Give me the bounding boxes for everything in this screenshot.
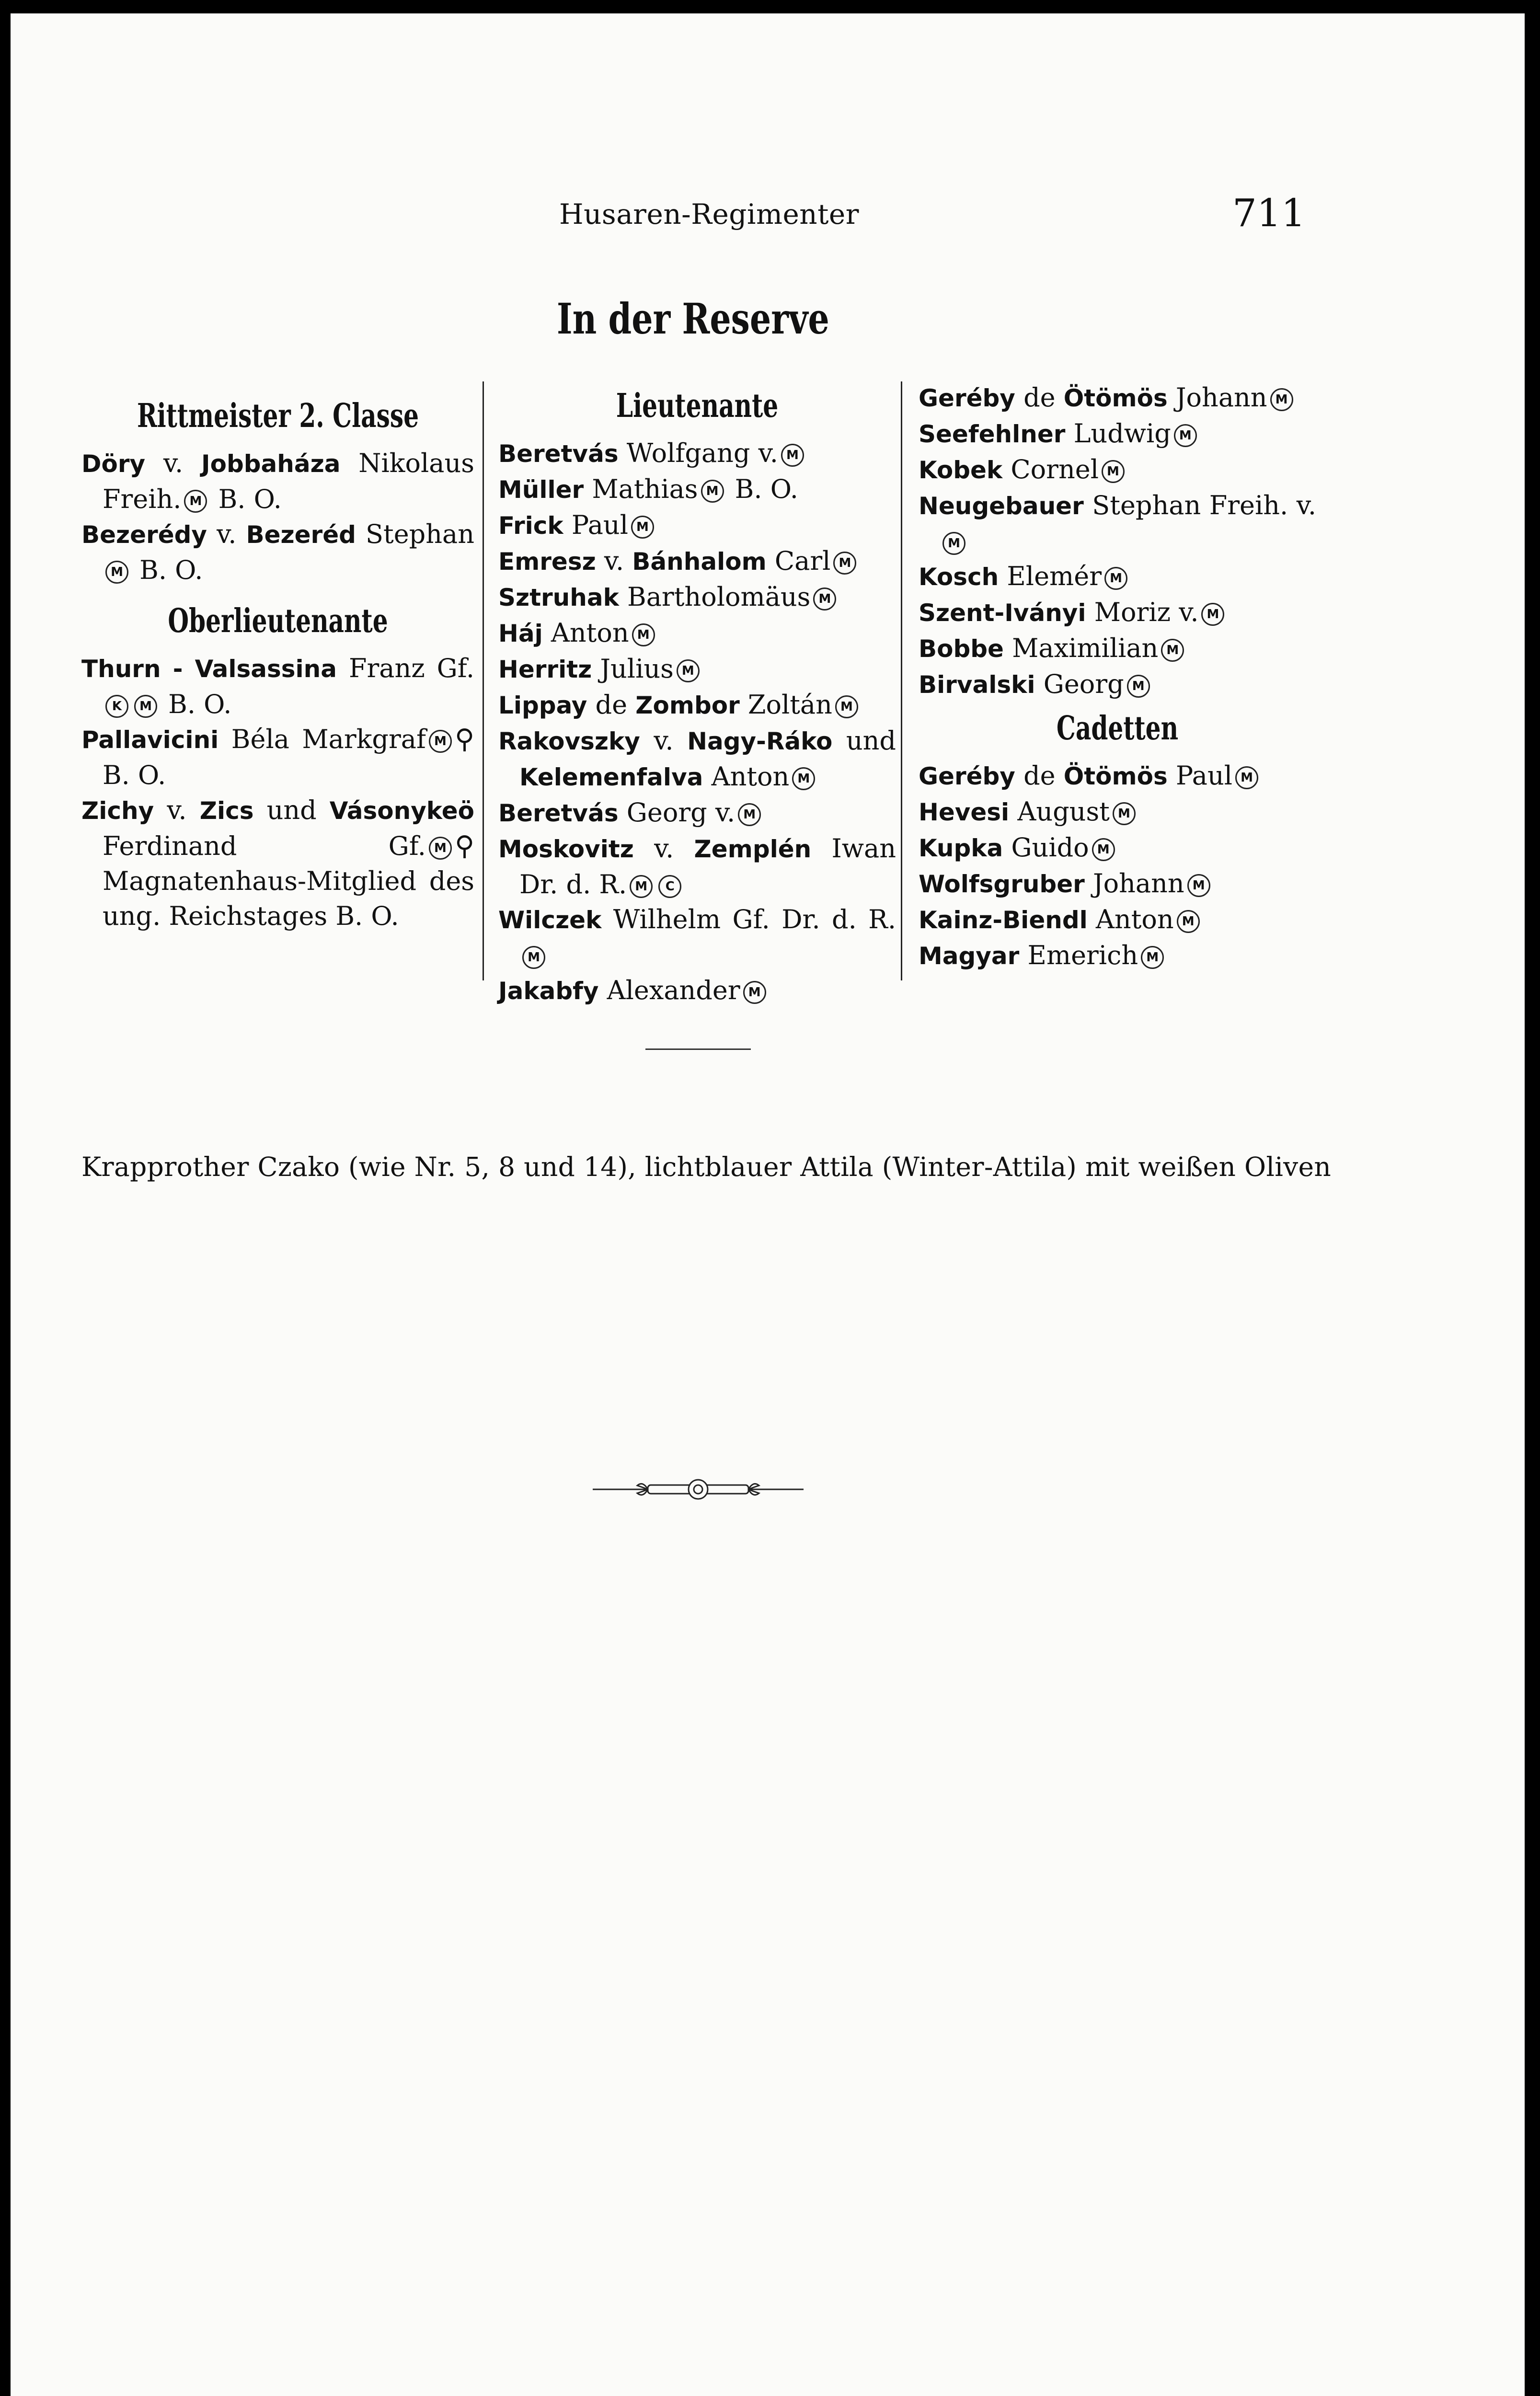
name-particle: de	[587, 690, 636, 720]
officer-given-name: Ferdinand Gf.	[103, 831, 426, 861]
officer-given-name: und	[832, 726, 896, 756]
officer-entry	[498, 651, 896, 687]
officer-given-name: Franz Gf.	[337, 653, 474, 683]
officer-given-name: Guido	[1003, 832, 1089, 863]
officer-surname: Herritz	[498, 656, 592, 683]
badge-m-icon: M	[1187, 874, 1210, 897]
name-particle: v.	[207, 519, 246, 549]
officer-entry	[919, 631, 1316, 667]
officer-surname: Sztruhak	[498, 584, 619, 611]
officer-entry	[919, 452, 1316, 488]
officer-given-name: Johann	[1084, 868, 1184, 898]
officer-surname: Moskovitz	[498, 835, 634, 863]
ornament-divider	[593, 1473, 804, 1506]
officer-surname: Szent-Iványi	[919, 599, 1086, 627]
officer-entry	[919, 667, 1316, 703]
badge-m-icon: M	[522, 946, 545, 969]
officer-predicate: Zemplén	[694, 835, 812, 863]
officer-surname: Lippay	[498, 691, 587, 719]
badge-m-icon: M	[701, 480, 724, 503]
rank-heading: Oberlieutenante	[168, 602, 388, 640]
officer-given-name: Julius	[592, 654, 674, 684]
officer-predicate: Zombor	[635, 691, 740, 719]
officer-given-name: Alexander	[598, 975, 740, 1005]
officer-predicate: Bezeréd	[246, 521, 356, 549]
officer-surname: Beretvás	[498, 440, 619, 468]
officer-given-name: Johann	[1167, 382, 1267, 413]
column-rule-right	[901, 381, 902, 980]
officer-entry	[498, 543, 896, 579]
separator-rule	[645, 1048, 751, 1050]
officer-given-name: Maximilian	[1003, 633, 1159, 663]
rank-heading: Cadetten	[1056, 709, 1179, 748]
badge-m-icon: M	[1270, 388, 1293, 411]
badge-m-icon: M	[1127, 675, 1150, 698]
officer-note: B. O.	[210, 484, 282, 514]
badge-m-icon: M	[942, 532, 965, 555]
badge-m-icon: M	[1113, 802, 1136, 825]
badge-c-icon: C	[658, 875, 681, 898]
officer-surname: Háj	[498, 620, 543, 647]
officer-entry	[498, 831, 896, 902]
officer-surname: Jakabfy	[498, 977, 599, 1005]
officer-given-name: Anton	[1087, 904, 1174, 934]
officer-note: B. O.	[131, 555, 203, 585]
officer-entry	[498, 579, 896, 615]
officer-surname: Pallavicini	[81, 726, 219, 754]
officer-predicate: Jobbaháza	[201, 450, 341, 478]
officer-predicate: Nagy-Ráko	[687, 727, 833, 755]
badge-m-icon: M	[632, 623, 655, 646]
column-right	[919, 380, 1316, 974]
cross-icon: ⚲	[454, 724, 474, 755]
name-particle: v.	[640, 726, 688, 756]
officer-entry	[919, 488, 1316, 559]
officer-entry	[498, 615, 896, 651]
officer-entry	[81, 446, 474, 517]
officer-note: Magnatenhaus-Mitglied des ung. Reichstages B. O.	[103, 866, 474, 931]
name-particle: de	[1015, 382, 1064, 413]
badge-m-icon: M	[1174, 424, 1197, 447]
uniform-description: Krapprother Czako (wie Nr. 5, 8 und 14), lichtblauer Attila (Winter-Attila) mit weißen Oliven	[81, 1152, 1332, 1182]
badge-m-icon: M	[1161, 639, 1184, 662]
officer-surname: Seefehlner	[919, 420, 1066, 448]
page	[11, 13, 1525, 2396]
cross-icon: ⚲	[454, 830, 474, 862]
officer-given-name: Anton	[542, 618, 629, 648]
badge-m-icon: M	[1141, 946, 1164, 969]
officer-given-name: Moriz v.	[1086, 597, 1199, 627]
badge-m-icon: M	[743, 981, 766, 1004]
officer-given-name: Paul	[1167, 760, 1233, 791]
officer-surname: Geréby	[919, 762, 1015, 790]
column-rule-left	[483, 381, 484, 980]
officer-entry	[81, 722, 474, 793]
officer-surname: Wolfsgruber	[919, 870, 1085, 898]
officer-given-name: Stephan	[356, 519, 474, 549]
name-particle: v.	[633, 833, 694, 864]
officer-entry	[498, 723, 896, 795]
badge-m-icon: M	[1235, 766, 1258, 789]
officer-given-name: Béla Markgraf	[218, 724, 426, 754]
officer-predicate: Vásonykeö	[329, 797, 474, 825]
officer-entry	[919, 559, 1316, 595]
officer-surname: Döry	[81, 450, 146, 478]
section-title: In der Reserve	[557, 294, 829, 344]
officer-surname: Bezerédy	[81, 521, 207, 549]
officer-surname: Emresz	[498, 548, 596, 576]
officer-entry	[81, 517, 474, 587]
badge-m-icon: M	[105, 561, 128, 584]
badge-m-icon: M	[1104, 567, 1127, 590]
officer-note: B. O.	[103, 760, 166, 790]
officer-given-name: Iwan Dr. d. R.	[519, 833, 896, 899]
officer-predicate: Kelemenfalva	[519, 763, 703, 791]
name-particle: v.	[145, 448, 201, 478]
officer-given-name: August	[1009, 796, 1110, 827]
rank-heading: Rittmeister 2. Classe	[137, 397, 419, 435]
officer-given-name: Elemér	[999, 561, 1102, 591]
name-particle: de	[1015, 760, 1064, 791]
badge-m-icon: M	[738, 803, 761, 826]
officer-given-name: Emerich	[1019, 940, 1138, 970]
officer-surname: Birvalski	[919, 671, 1035, 699]
badge-m-icon: M	[1201, 603, 1224, 626]
badge-m-icon: M	[813, 587, 836, 611]
officer-entry	[919, 866, 1316, 902]
officer-given-name: Wolfgang v.	[618, 438, 778, 468]
officer-entry	[919, 595, 1316, 631]
badge-k-icon: K	[105, 695, 128, 718]
officer-surname: Geréby	[919, 384, 1015, 412]
officer-entry	[498, 902, 896, 973]
officer-surname: Müller	[498, 476, 584, 504]
officer-entry	[919, 794, 1316, 830]
officer-surname: Kainz-Biendl	[919, 906, 1088, 934]
badge-m-icon: M	[792, 767, 815, 790]
running-head: Husaren-Regimenter	[559, 198, 859, 230]
rank-heading: Lieutenante	[616, 387, 779, 425]
badge-m-icon: M	[630, 875, 653, 898]
officer-entry	[498, 795, 896, 831]
badge-m-icon: M	[429, 837, 452, 860]
officer-surname: Kupka	[919, 834, 1003, 862]
officer-given-name: Georg v.	[618, 797, 736, 828]
badge-m-icon: M	[833, 552, 856, 575]
officer-entry	[498, 687, 896, 723]
officer-given-name: Mathias	[584, 474, 698, 504]
officer-given-name: Cornel	[1002, 454, 1099, 484]
officer-entry	[498, 436, 896, 472]
officer-entry	[919, 830, 1316, 866]
officer-note: B. O.	[160, 689, 232, 719]
officer-entry	[81, 793, 474, 933]
officer-given-name: Georg	[1035, 669, 1124, 699]
officer-entry	[498, 472, 896, 507]
officer-surname: Frick	[498, 512, 563, 540]
officer-given-name: Wilhelm Gf. Dr. d. R.	[601, 904, 896, 934]
officer-given-name: Nikolaus Freih.	[103, 448, 474, 514]
officer-surname: Beretvás	[498, 799, 619, 827]
officer-surname: Bobbe	[919, 635, 1004, 663]
page-number: 711	[1232, 191, 1306, 235]
column-middle	[498, 380, 896, 1009]
officer-entry	[919, 416, 1316, 452]
officer-entry	[498, 973, 896, 1009]
officer-surname: Kosch	[919, 563, 999, 591]
name-particle: v.	[596, 546, 632, 576]
officer-surname: Rakovszky	[498, 727, 640, 755]
officer-surname: Wilczek	[498, 906, 602, 934]
officer-entry	[919, 380, 1316, 416]
officer-given-name: Zoltán	[739, 690, 832, 720]
officer-given-name: Anton	[703, 761, 790, 792]
badge-m-icon: M	[1092, 838, 1115, 861]
column-left	[81, 382, 474, 933]
officer-given-name: Carl	[766, 546, 831, 576]
officer-entry	[498, 507, 896, 543]
officer-surname: Zichy	[81, 797, 154, 825]
officer-given-name: Paul	[563, 510, 628, 540]
officer-entry	[81, 651, 474, 722]
officer-predicate: Zics	[199, 797, 254, 825]
badge-m-icon: M	[1102, 460, 1125, 483]
badge-m-icon: M	[781, 444, 804, 467]
officer-entry	[919, 758, 1316, 794]
officer-entry	[919, 902, 1316, 938]
officer-given-name: Stephan Freih. v.	[1083, 490, 1316, 520]
officer-surname: Neugebauer	[919, 492, 1084, 520]
officer-surname: Kobek	[919, 456, 1003, 484]
officer-given-name: Ludwig	[1065, 418, 1171, 449]
officer-entry	[919, 938, 1316, 974]
officer-predicate: Bánhalom	[632, 548, 767, 576]
badge-m-icon: M	[184, 490, 207, 513]
officer-note: B. O.	[726, 474, 798, 504]
officer-surname: Hevesi	[919, 798, 1010, 826]
badge-m-icon: M	[134, 695, 157, 718]
officer-given-name: und	[253, 795, 330, 825]
officer-surname: Magyar	[919, 942, 1020, 970]
name-particle: v.	[154, 795, 200, 825]
badge-m-icon: M	[429, 730, 452, 753]
badge-m-icon: M	[631, 516, 654, 539]
officer-given-name: Bartholomäus	[619, 582, 811, 612]
officer-surname: Thurn - Valsassina	[81, 655, 337, 683]
badge-m-icon: M	[1177, 910, 1200, 933]
badge-m-icon: M	[677, 659, 700, 682]
officer-predicate: Ötömös	[1063, 762, 1168, 790]
badge-m-icon: M	[835, 695, 858, 718]
officer-predicate: Ötömös	[1063, 384, 1168, 412]
